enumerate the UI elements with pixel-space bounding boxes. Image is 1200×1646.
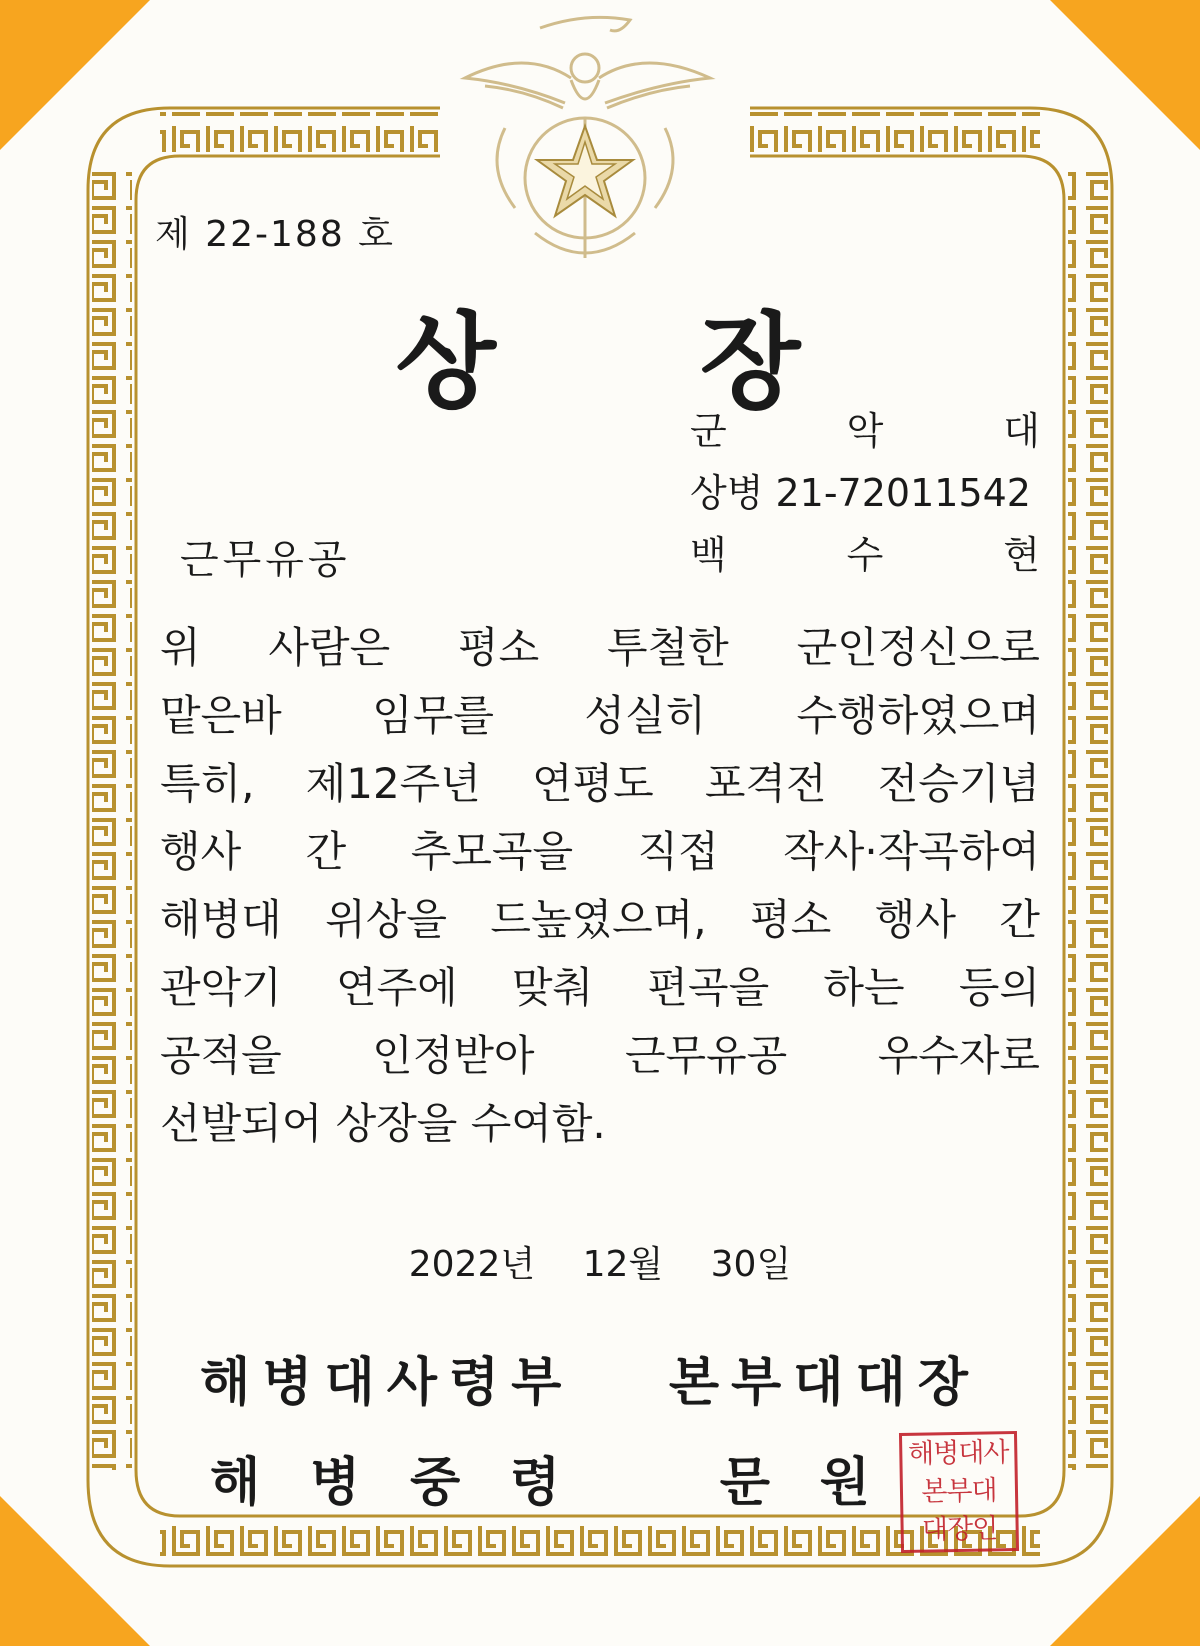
seal-line: 대장인	[921, 1513, 998, 1546]
issue-date-month: 12월	[582, 1244, 664, 1285]
recipient-rank-service-number: 상병 21-72011542	[690, 471, 1031, 515]
issuer-name-char: 해	[210, 1453, 261, 1513]
official-seal-stamp	[899, 1431, 1019, 1553]
recipient-name-char: 백	[690, 533, 727, 577]
citation-line: 해병대 위상을 드높였으며, 평소 행사 간	[160, 895, 1040, 944]
citation-line: 공적을 인정받아 근무유공 우수자로	[160, 1031, 1040, 1080]
title-char-1: 상	[395, 301, 500, 423]
citation-line: 관악기 연주에 맞춰 편곡을 하는 등의	[160, 963, 1040, 1012]
recipient-unit	[690, 400, 1040, 455]
recipient-unit-char: 악	[846, 409, 884, 453]
issuer-org-word: 해병대사령부	[200, 1353, 574, 1413]
citation-line: 행사 간 추모곡을 직접 작사·작곡하여	[160, 827, 1040, 876]
title-char-2: 장	[700, 301, 805, 423]
issuer-name-char: 문	[719, 1453, 770, 1513]
recipient-unit-char: 군	[690, 409, 727, 453]
award-name: 근무유공	[180, 537, 351, 583]
issuer-organization	[200, 1340, 980, 1415]
recipient-unit-char: 대	[1003, 409, 1040, 453]
recipient-name	[690, 524, 1040, 579]
marine-corps-emblem-icon	[445, 8, 735, 270]
certificate-serial-number: 제 22-188 호	[155, 214, 395, 255]
seal-line: 본부대	[921, 1475, 997, 1508]
recipient-name-char: 현	[1003, 533, 1040, 577]
issuer-org-word: 본부대대장	[668, 1353, 980, 1413]
issuer-name-char: 령	[510, 1453, 561, 1513]
issue-date	[0, 1236, 1200, 1287]
issuer-name-char: 원	[819, 1453, 870, 1513]
citation-line: 맡은바 임무를 성실히 수행하였으며	[160, 691, 1040, 740]
issue-date-day: 30일	[710, 1244, 792, 1285]
seal-line: 해병대사	[907, 1437, 1009, 1470]
issuer-name-char: 병	[310, 1453, 361, 1513]
citation-line: 특히, 제12주년 연평도 포격전 전승기념	[160, 759, 1040, 808]
citation-body	[160, 614, 1040, 1158]
recipient-name-char: 수	[846, 533, 884, 577]
citation-line: 선발되어 상장을 수여함.	[160, 1099, 606, 1148]
issuer-name	[210, 1440, 870, 1515]
issuer-name-char: 중	[410, 1453, 461, 1513]
issue-date-year: 2022년	[408, 1244, 536, 1285]
citation-line: 위 사람은 평소 투철한 군인정신으로	[160, 623, 1040, 672]
